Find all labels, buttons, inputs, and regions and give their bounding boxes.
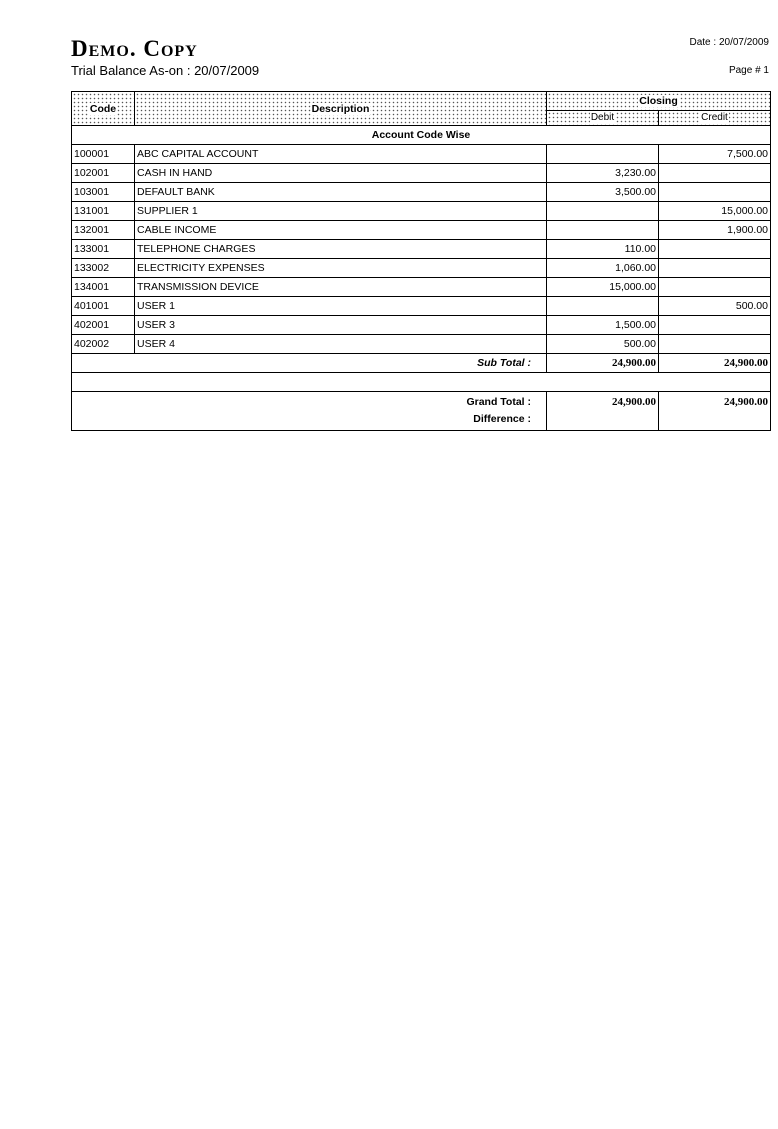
table-row bbox=[72, 221, 771, 240]
row-debit bbox=[547, 145, 659, 164]
row-debit: 15,000.00 bbox=[547, 278, 659, 297]
row-credit bbox=[659, 183, 771, 202]
table-row bbox=[72, 183, 771, 202]
row-credit: 500.00 bbox=[659, 297, 771, 316]
table-row bbox=[72, 202, 771, 221]
row-credit bbox=[659, 259, 771, 278]
row-description: USER 4 bbox=[135, 335, 547, 354]
row-credit bbox=[659, 335, 771, 354]
column-header-code: Code bbox=[72, 92, 135, 126]
row-debit: 1,500.00 bbox=[547, 316, 659, 335]
company-name: Demo. Copy bbox=[71, 36, 198, 61]
row-code: 132001 bbox=[72, 221, 135, 240]
row-description: CASH IN HAND bbox=[135, 164, 547, 183]
column-header-description: Description bbox=[135, 92, 547, 126]
row-description: USER 3 bbox=[135, 316, 547, 335]
row-credit bbox=[659, 316, 771, 335]
row-credit: 7,500.00 bbox=[659, 145, 771, 164]
subtotal-label: Sub Total : bbox=[72, 354, 547, 373]
row-description: TELEPHONE CHARGES bbox=[135, 240, 547, 259]
row-code: 133002 bbox=[72, 259, 135, 278]
row-code: 103001 bbox=[72, 183, 135, 202]
table-row bbox=[72, 316, 771, 335]
row-description: USER 1 bbox=[135, 297, 547, 316]
row-debit: 1,060.00 bbox=[547, 259, 659, 278]
table-row bbox=[72, 335, 771, 354]
report-date: Date : 20/07/2009 bbox=[689, 37, 769, 48]
row-description: ABC CAPITAL ACCOUNT bbox=[135, 145, 547, 164]
row-debit: 3,230.00 bbox=[547, 164, 659, 183]
row-credit bbox=[659, 164, 771, 183]
row-code: 102001 bbox=[72, 164, 135, 183]
grand-total-credit: 24,900.00 bbox=[659, 392, 771, 431]
table-row bbox=[72, 240, 771, 259]
row-description: DEFAULT BANK bbox=[135, 183, 547, 202]
row-code: 131001 bbox=[72, 202, 135, 221]
subtotal-row bbox=[72, 354, 771, 373]
row-code: 100001 bbox=[72, 145, 135, 164]
trial-balance-table bbox=[71, 91, 771, 431]
row-credit bbox=[659, 240, 771, 259]
row-code: 133001 bbox=[72, 240, 135, 259]
row-description: SUPPLIER 1 bbox=[135, 202, 547, 221]
row-debit: 110.00 bbox=[547, 240, 659, 259]
row-debit bbox=[547, 202, 659, 221]
subtotal-credit: 24,900.00 bbox=[659, 354, 771, 373]
grand-total-label: Grand Total : bbox=[466, 396, 531, 408]
row-description: ELECTRICITY EXPENSES bbox=[135, 259, 547, 278]
row-credit bbox=[659, 278, 771, 297]
row-description: CABLE INCOME bbox=[135, 221, 547, 240]
column-header-credit: Credit bbox=[659, 111, 771, 126]
column-header-debit: Debit bbox=[547, 111, 659, 126]
table-row bbox=[72, 259, 771, 278]
column-header-closing: Closing bbox=[547, 92, 771, 111]
row-code: 401001 bbox=[72, 297, 135, 316]
row-code: 402001 bbox=[72, 316, 135, 335]
report-title: Trial Balance As-on : 20/07/2009 bbox=[71, 63, 260, 78]
row-code: 134001 bbox=[72, 278, 135, 297]
table-row bbox=[72, 164, 771, 183]
group-title: Account Code Wise bbox=[72, 126, 771, 145]
row-debit: 500.00 bbox=[547, 335, 659, 354]
row-description: TRANSMISSION DEVICE bbox=[135, 278, 547, 297]
subtotal-debit: 24,900.00 bbox=[547, 354, 659, 373]
grand-total-row bbox=[72, 392, 771, 431]
row-credit: 15,000.00 bbox=[659, 202, 771, 221]
row-debit: 3,500.00 bbox=[547, 183, 659, 202]
page-number: Page # 1 bbox=[728, 65, 769, 76]
table-row bbox=[72, 297, 771, 316]
row-credit: 1,900.00 bbox=[659, 221, 771, 240]
row-debit bbox=[547, 221, 659, 240]
difference-label: Difference : bbox=[473, 413, 531, 425]
table-row bbox=[72, 278, 771, 297]
grand-total-debit: 24,900.00 bbox=[547, 392, 659, 431]
row-code: 402002 bbox=[72, 335, 135, 354]
row-debit bbox=[547, 297, 659, 316]
table-row bbox=[72, 145, 771, 164]
